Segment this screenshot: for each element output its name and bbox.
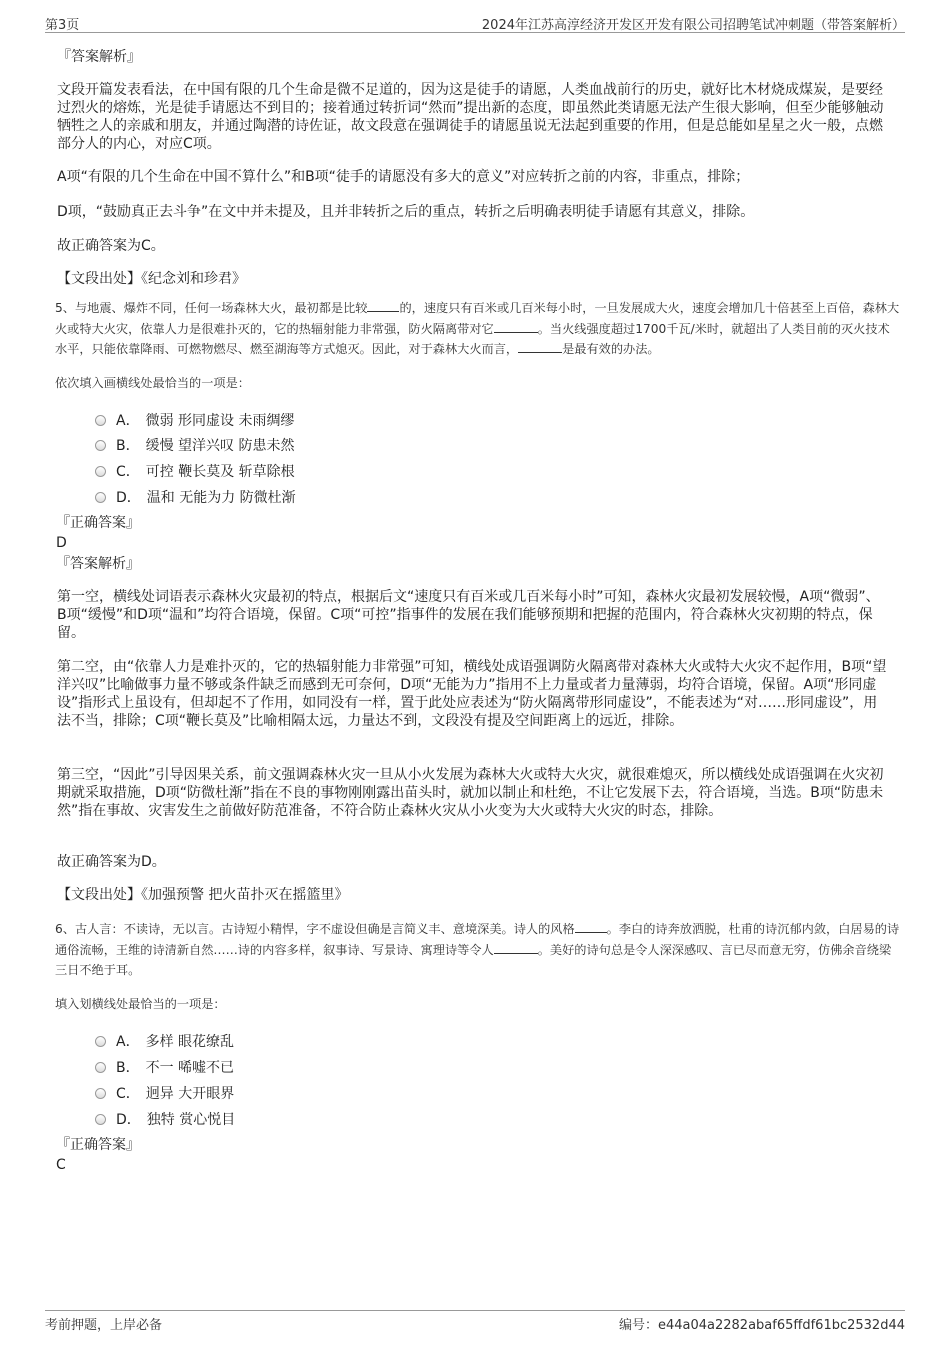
q6-option-d[interactable]: D． 独特 赏心悦目 (95, 1109, 235, 1129)
analysis-label: 『答案解析』 (56, 556, 140, 572)
analysis-paragraph: 第二空，由“依靠人力是难扑灭的，它的热辐射能力非常强”可知，横线处成语强调防火隔离带对森林大火或特大火灾不起作用，B项“望洋兴叹”比喻做事力量不够或条件缺乏而感到无可奈何，D项“无能为力”指用不上力量或者力量薄弱，均符合语境，保留。A项“形同虚设”指形式上虽设有，但却起不了作用，如同没有一样，置于此处应表述为“防火隔离带形同虚设”，不能表述为“对……形同虚设”，用法不当，排除；C项“鞭长莫及”比喻相隔太远，力量达不到，文段没有提及空间距离上的远近，排除。 (57, 659, 887, 729)
analysis-paragraph: 第三空，“因此”引导因果关系，前文强调森林火灾一旦从小火发展为森林大火或特大火灾，就很难熄灭，所以横线处成语强调在火灾初期就采取措施，D项“防微杜渐”指在不良的事物刚刚露出苗头时，就加以制止和杜绝，不让它发展下去，符合语境，当选。B项“防患未然”指在事故、灾害发生之前做好防范准备，不符合防止森林火灾从小火变为大火或特大火灾的时态，排除。 (57, 767, 884, 819)
radio-icon[interactable] (95, 466, 106, 477)
fill-blank (367, 299, 399, 312)
fill-blank (518, 340, 562, 353)
analysis-paragraph: 文段开篇发表看法，在中国有限的几个生命是微不足道的，因为这是徒手的请愿，人类血战前行的历史，就好比木材烧成煤炭，是要经过烈火的熔炼，光是徒手请愿达不到目的；接着通过转折词“然而”提出新的态度，即虽然此类请愿无法产生很大影响，但至少能够触动牺牲之人的亲戚和朋友，并通过陶潜的诗佐证，故文段意在强调徒手的请愿虽说无法起到重要的作用，但是总能如星星之火一般，点燃部分人的内心，对应C项。 (57, 82, 884, 152)
question-5-prompt: 依次填入画横线处最恰当的一项是： (55, 376, 250, 390)
analysis-conclusion: 故正确答案为C。 (57, 238, 165, 254)
answer-label: 『正确答案』 (56, 1137, 140, 1153)
question-5-text: 5、与地震、爆炸不同，任何一场森林大火，最初都是比较 的，速度只有百米或几百米每小时，一旦发展成大火，速度会增加几十倍甚至上百倍，森林大火或特大火灾，依靠人力是很难扑灭的，它的热辐射能力非常强，防火隔离带对它 。当火线强度超过1700千瓦/米时，就超出了人类目前的灭火技术水平，只能依靠降雨、可燃物燃尽、燃至湖海等方式熄灭。因此，对于森林大火而言， 是最有效的办法。 (55, 301, 900, 356)
analysis-conclusion: 故正确答案为D。 (57, 854, 166, 870)
page-number: 第3页 (45, 18, 80, 33)
radio-icon[interactable] (95, 1114, 106, 1125)
passage-source: 【文段出处】《加强预警 把火苗扑灭在摇篮里》 (57, 887, 349, 903)
q6-option-c[interactable]: C． 迥异 大开眼界 (95, 1083, 234, 1103)
q5-option-b[interactable]: B． 缓慢 望洋兴叹 防患未然 (95, 435, 295, 455)
fill-blank (575, 920, 607, 933)
analysis-label: 『答案解析』 (57, 49, 141, 65)
question-6-prompt: 填入划横线处最恰当的一项是： (55, 997, 226, 1011)
document-code: 编号：e44a04a2282abaf65ffdf61bc2532d44 (618, 1318, 905, 1333)
q5-option-d[interactable]: D． 温和 无能为力 防微杜渐 (95, 487, 296, 507)
fill-blank (494, 320, 538, 333)
radio-icon[interactable] (95, 1062, 106, 1073)
q6-option-b[interactable]: B． 不一 唏嘘不已 (95, 1057, 234, 1077)
question-6-text: 6、古人言：不读诗，无以言。古诗短小精悍，字不虚设但确是言简义丰、意境深美。诗人的风格 。李白的诗奔放洒脱，杜甫的诗沉郁内敛，白居易的诗通俗流畅，王维的诗清新自然……诗的内容多样，叙事诗、写景诗、寓理诗等令人 。美好的诗句总是令人深深感叹、言已尽而意无穷，仿佛余音绕梁三日不绝于耳。 (55, 922, 900, 977)
radio-icon[interactable] (95, 492, 106, 503)
page-header (45, 14, 905, 33)
correct-answer: D (56, 535, 67, 551)
q6-option-a[interactable]: A． 多样 眼花缭乱 (95, 1031, 234, 1051)
radio-icon[interactable] (95, 1088, 106, 1099)
answer-label: 『正确答案』 (56, 515, 140, 531)
fill-blank (494, 941, 538, 954)
analysis-paragraph: A项“有限的几个生命在中国不算什么”和B项“徒手的请愿没有多大的意义”对应转折之前的内容，非重点，排除； (57, 169, 750, 185)
q5-option-c[interactable]: C． 可控 鞭长莫及 斩草除根 (95, 461, 295, 481)
page-footer (45, 1310, 905, 1333)
radio-icon[interactable] (95, 1036, 106, 1047)
radio-icon[interactable] (95, 440, 106, 451)
passage-source: 【文段出处】《纪念刘和珍君》 (57, 271, 246, 287)
correct-answer: C (56, 1157, 66, 1173)
analysis-paragraph: D项，“鼓励真正去斗争”在文中并未提及，且并非转折之后的重点，转折之后明确表明徒手请愿有其意义，排除。 (57, 204, 755, 220)
analysis-paragraph: 第一空，横线处词语表示森林火灾最初的特点，根据后文“速度只有百米或几百米每小时”可知，森林火灾最初发展较慢，A项“微弱”、B项“缓慢”和D项“温和”均符合语境，保留。C项“可控”指事件的发展在我们能够预期和把握的范围内，符合森林火灾初期的特点，保留。 (57, 589, 880, 641)
q5-option-a[interactable]: A． 微弱 形同虚设 未雨绸缪 (95, 410, 294, 430)
radio-icon[interactable] (95, 415, 106, 426)
footer-slogan: 考前押题，上岸必备 (45, 1318, 163, 1333)
document-title: 2024年江苏高淳经济开发区开发有限公司招聘笔试冲刺题（带答案解析） (481, 18, 905, 33)
